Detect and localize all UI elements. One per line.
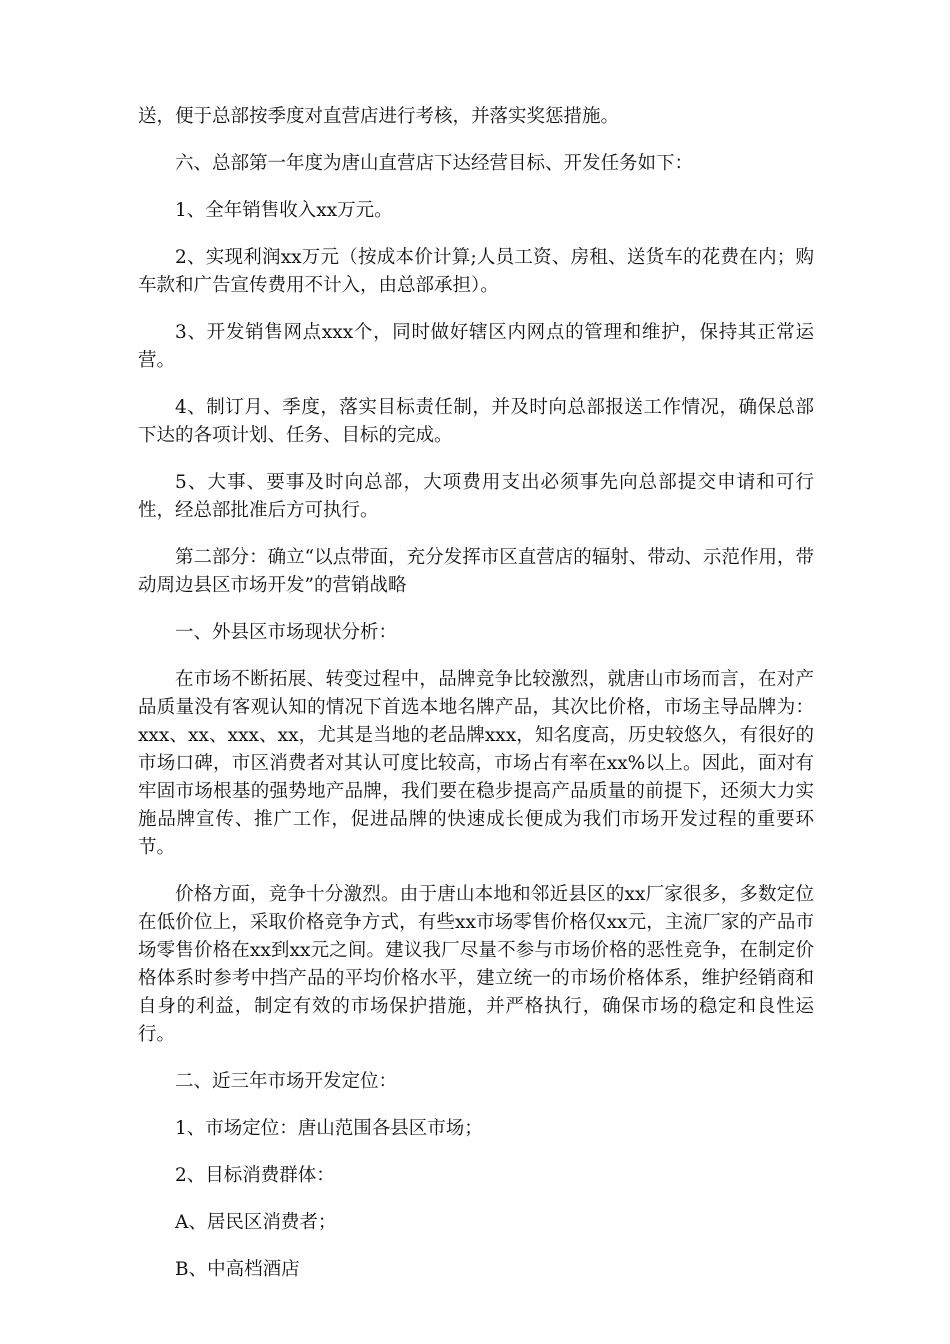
part-two-heading: 第二部分：确立“以点带面，充分发挥市区直营店的辐射、带动、示范作用，带动周边县区市场开发”的营销战略 bbox=[138, 547, 814, 596]
section-heading-two: 二、近三年市场开发定位： bbox=[175, 1071, 398, 1092]
paragraph-continuation: 送，便于总部按季度对直营店进行考核，并落实奖惩措施。 bbox=[138, 106, 620, 127]
price-paragraph: 价格方面，竞争十分激烈。由于唐山本地和邻近县区的xx厂家很多，多数定位在低价位上，采取价格竞争方式，有些xx市场零售价格仅xx元，主流厂家的产品市场零售价格在xx到xx元之间。建议我厂尽量不参与市场价格的恶性竞争，在制定价格体系时参考中挡产品的平均价格水平，建立统一的市场价格体系，维护经销商和自身的利益，制定有效的市场保护措施，并严格执行，确保市场的稳定和良性运行。 bbox=[138, 884, 814, 1045]
section-heading-one: 一、外县区市场现状分析： bbox=[175, 622, 398, 643]
market-analysis-paragraph: 在市场不断拓展、转变过程中，品牌竞争比较激烈，就唐山市场而言，在对产品质量没有客观认知的情况下首选本地名牌产品，其次比价格，市场主导品牌为：xxx、xx、xxx、xx，尤其是当地的老品牌xxx，知名度高，历史较悠久，有很好的市场口碑，市区消费者对其认可度比较高，市场占有率在xx%以上。因此，面对有牢固市场根基的强势地产品牌，我们要在稳步提高产品质量的前提下，还须大力实施品牌宣传、推广工作，促进品牌的快速成长便成为我们市场开发过程的重要环节。 bbox=[138, 669, 814, 858]
list-item-1: 1、全年销售收入xx万元。 bbox=[175, 200, 393, 221]
list-item-target-consumers: 2、目标消费群体： bbox=[175, 1165, 335, 1186]
list-item-b: B、中高档酒店 bbox=[175, 1259, 300, 1280]
list-item-3: 3、开发销售网点xxx个，同时做好辖区内网点的管理和维护，保持其正常运营。 bbox=[138, 322, 814, 371]
list-item-market-position: 1、市场定位：唐山范围各县区市场； bbox=[175, 1118, 483, 1139]
list-item-2: 2、实现利润xx万元（按成本价计算;人员工资、房租、送货车的花费在内；购车款和广告宣传费用不计入，由总部承担）。 bbox=[138, 247, 814, 296]
list-item-a: A、居民区消费者； bbox=[175, 1212, 337, 1233]
section-heading-six: 六、总部第一年度为唐山直营店下达经营目标、开发任务如下： bbox=[175, 153, 694, 174]
document-page bbox=[138, 103, 814, 1284]
list-item-4: 4、制订月、季度，落实目标责任制，并及时向总部报送工作情况，确保总部下达的各项计划、任务、目标的完成。 bbox=[138, 397, 814, 446]
list-item-5: 5、大事、要事及时向总部，大项费用支出必须事先向总部提交申请和可行性，经总部批准后方可执行。 bbox=[138, 472, 814, 521]
